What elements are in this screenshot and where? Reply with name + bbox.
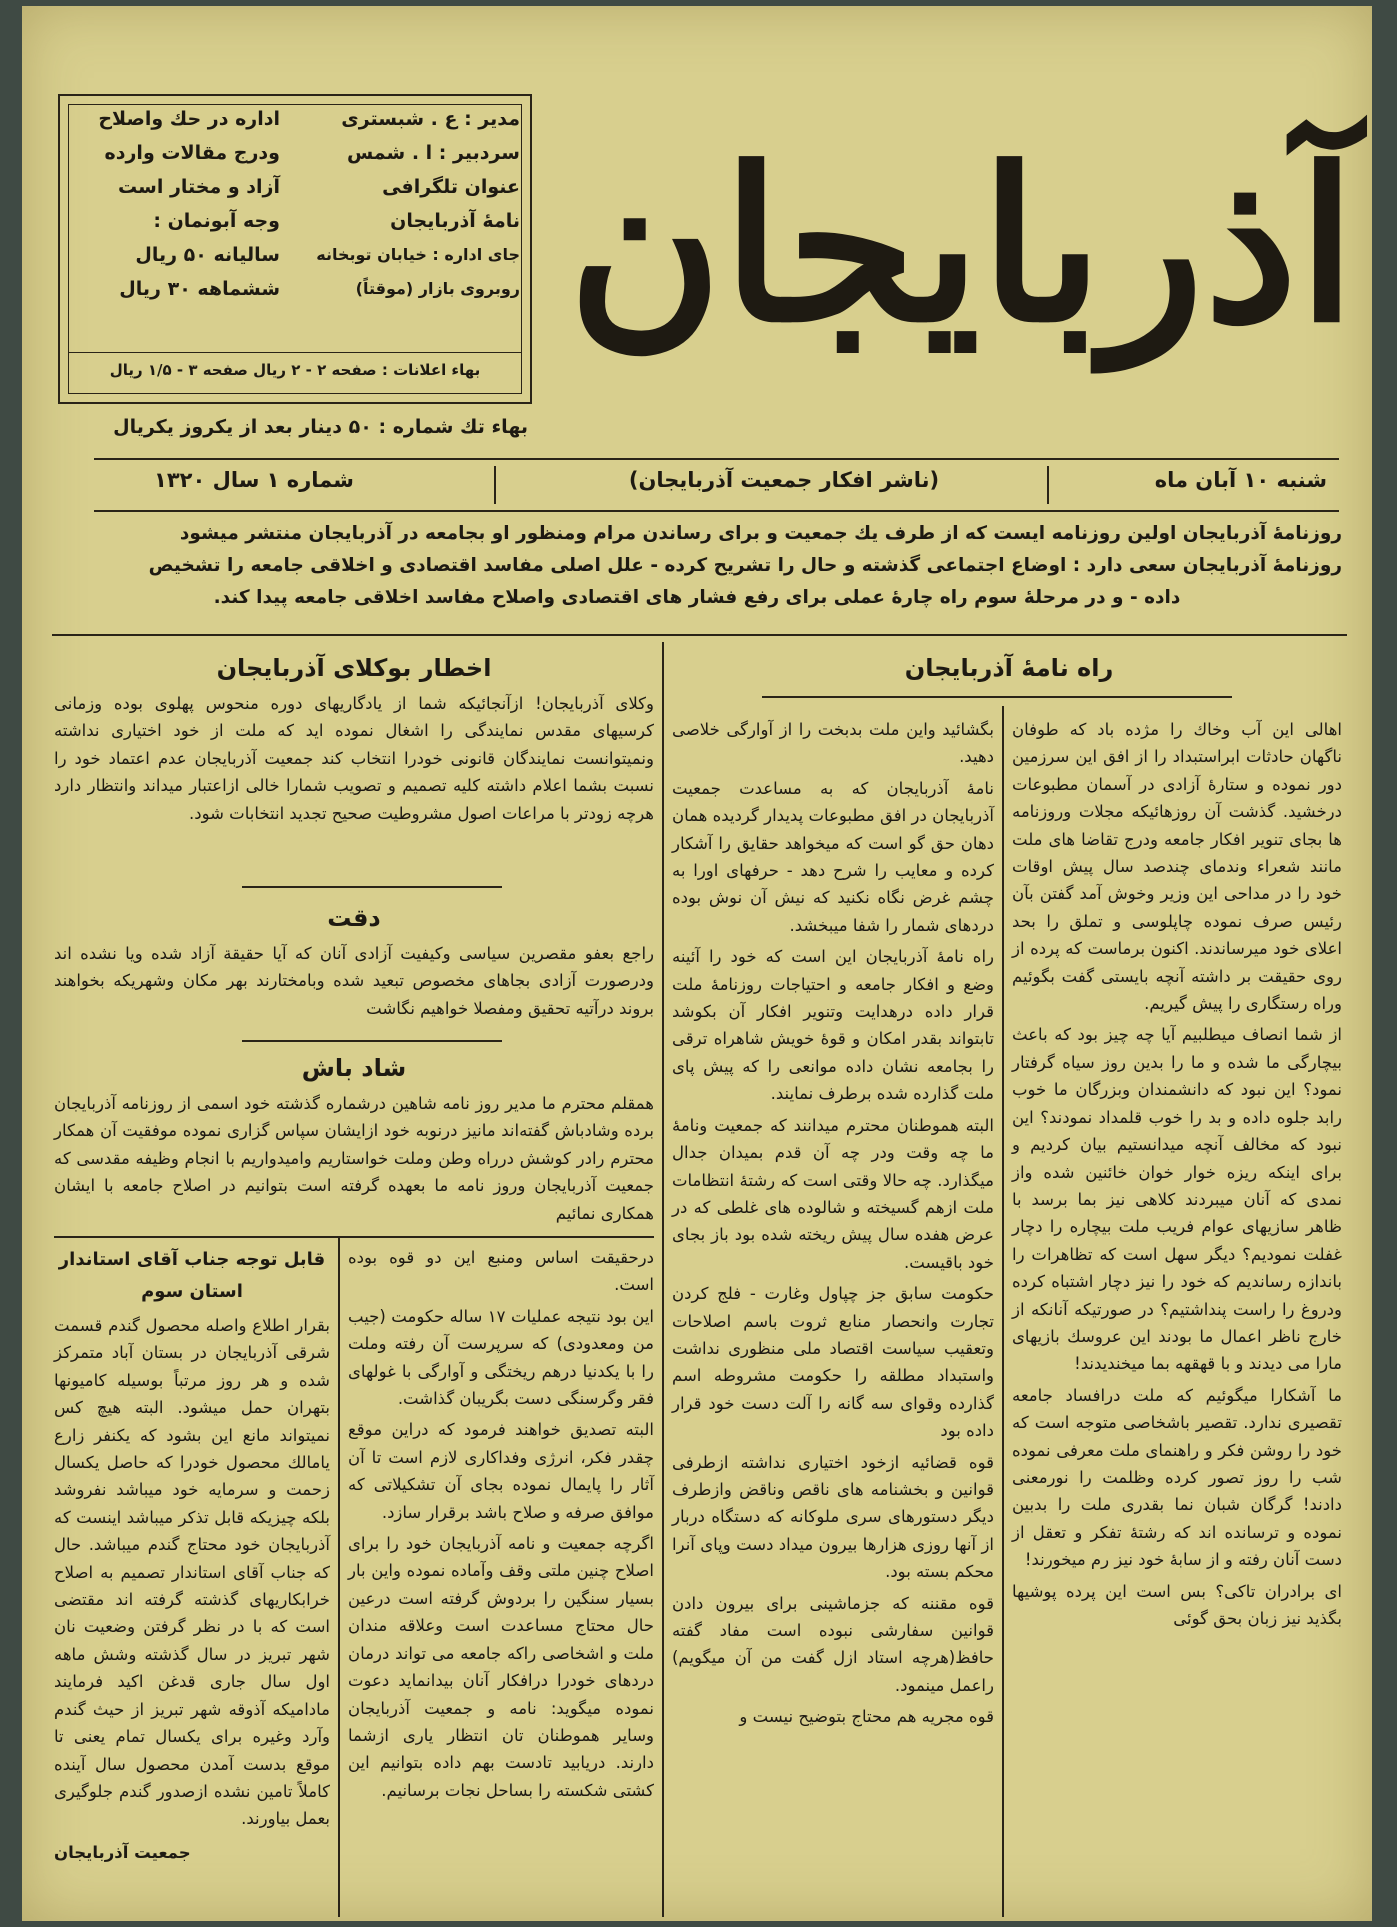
staff-line: مدیر : ع . شبستری xyxy=(341,108,520,130)
info-box xyxy=(58,94,532,404)
article-column-middle xyxy=(672,716,994,1731)
info-bar-divider xyxy=(1047,466,1049,504)
article-ostandar xyxy=(54,1244,330,1866)
paragraph: درحقیقت اساس ومنبع این دو قوه بوده است. xyxy=(348,1248,654,1295)
article-body: راجع بعفو مقصرین سیاسی وکیفیت آزادی آنان که آیا حقیقة آزاد شده ویا نشده اند ودرصورت آزادی بجاهای مخصوص تبعید شده وبامختارند بهر مکان وشهریکه بخواهند بروند درآتیه تحقیق ومفصلا خواهیم نگاشت xyxy=(54,944,654,1018)
paragraph: حکومت سابق جز چپاول وغارت - فلج کردن تجارت وانحصار منابع ثروت باسم اصلاحات وتعقیب سیاست اقتصاد ملی منظوری نداشت واستبداد مطلقه را حکومت مشروطه اسم گذارده وقوای سه گانه را آلت دست خود قرار داده بود xyxy=(672,1284,994,1441)
subscription-info xyxy=(70,102,280,306)
staff-line: نامهٔ آذربایجان xyxy=(390,210,520,232)
masthead-title: آذربایجان xyxy=(568,122,1356,369)
paragraph: البته هموطنان محترم میدانند که جمعیت ونامهٔ ما چه وقت ودر چه آن قدم بمیدان جدال میگذارد. چه حالا وقتی است که رشتهٔ انتظامات ملت ازهم گسیخته و شالوده های غلطی که در عرض هفده سال پیش ریخته شده بود باز بجای خود باقیست. xyxy=(672,1115,994,1272)
article-body: بقرار اطلاع واصله محصول گندم قسمت شرقی آذربایجان در بستان آباد متمرکز شده و هر روز مرتباً بوسیله کامیونها بتهران حمل میشود. البته هیچ کس نمیتواند مانع این بشود که یکنفر زارع یامالك محصول خودرا که حاصل یکسال زحمت و سرمایه خود میباشد نفروشد بلکه چیزیکه قابل تذکر میباشد اینست که آذربایجان خود محتاج گندم میباشد. حال که جناب آقای استاندار تصمیم به اصلاح خرابکاریهای گذشته گرفته اند مقتضی است که با در نظر گرفتن وضعیت نان شهر تبریز در سال گذشته وشش ماهه اول سال جاری قدغن اکید فرمایند مادامیکه آذوقه شهر تبریز از حیث گندم وآرد وغیره برای یکسال تمام یعنی تا موقع بدست آمدن محصول سال آینده کاملاً تامین نشده ازصدور گندم جلوگیری بعمل بیاورند. xyxy=(54,1316,330,1829)
paragraph: اهالی این آب وخاك را مژده باد که طوفان ناگهان حادثات ابراستبداد را از افق این سرزمین دور نموده و ستارهٔ آزادی در آسمان مطبوعات درخشید. گذشت آن روزهائیکه مجلات وروزنامه ها بجای تنویر افکار جامعه ودرج تقاضا های ملت مانند شعراء وندمای چندصد سال پیش اوقات خود را در مداحی این وزیر وخوش آمد گفتن بآن رئیس صرف نموده چاپلوسی و تملق را بحد اعلای خود میرساندند. اکنون برماست که پرده از روی حقیقت بر داشته آنچه بایستی گفت بگوئیم وراه رستگاری را پیش گیریم. xyxy=(1012,720,1342,1014)
ad-rates: بهاء اعلانات : صفحه ۲ - ۲ ریال صفحه ۳ - ۱/۵ ریال xyxy=(68,352,522,387)
newspaper-page xyxy=(22,6,1372,1921)
section-divider xyxy=(52,634,1347,636)
staff-line: جای اداره : خیابان توبخانه xyxy=(316,245,520,264)
article-title: راه نامهٔ آذربایجان xyxy=(904,654,1114,682)
column-divider xyxy=(1002,706,1004,1917)
paragraph: نامهٔ آذربایجان که به مساعدت جمعیت آذربایجان در افق مطبوعات پدیدار گردیده همان دهان حق گو است که میخواهد حقایق را آشکار کرده و معایب را شرح دهد - حرفهای اورا به چشم غرض نگاه نکنید که نیش آن نوش بوده دردهای شمار را شفا میبخشد. xyxy=(672,778,994,935)
column-divider xyxy=(662,642,664,1917)
article-body: وکلای آذربایجان! ازآنجائیکه شما از یادگاریهای دوره منحوس پهلوی بوده وزمانی کرسیهای مقدس نمایندگی را اشغال نموده اید که ملت از خود اختیاری نداشته ونمیتوانست نمایندگان قانونی خودرا انتخاب کند جمعیت آذربایجان عدم اعتماد خود را نسبت بشما اعلام داشته کلیه تصمیم و تصویب شمارا خالی ازاعتبار میداند وانتظار دارد هرچه زودتر با مراعات اصول مشروطیت صحیح تجدید انتخابات شود. xyxy=(54,694,654,823)
article-title: شاد باش xyxy=(301,1054,407,1082)
policy-line: ودرج مقالات وارده xyxy=(104,142,280,164)
intro-line: روزنامهٔ آذربایجان سعی دارد : اوضاع اجتماعی گذشته و حال را تشریح کرده - علل اصلی مفاسد اقتصادی و اخلاقی جامعه را تشخیص xyxy=(148,555,1342,576)
paragraph: ما آشکارا میگوئیم که ملت درافساد جامعه تقصیری ندارد. تقصیر باشخاصی متوجه است که خود را روشن فکر و راهنمای ملت معرفی نموده شب را روز تصور کرده وظلمت را نورمعنی دادند! گرگان شبان نما بقدری ملت را بدبین نموده و ترسانده اند که رشتهٔ تفکر و تعقل از دست آنان رفته و از سابهٔ خود نیز رم میخورند! xyxy=(1012,1385,1342,1570)
subscription-line: ششماهه ۳۰ ریال xyxy=(119,278,280,300)
paragraph: بگشائید واین ملت بدبخت را از آوارگی خلاصی دهید. xyxy=(672,720,994,767)
title-underline xyxy=(762,696,1232,698)
article-title: اخطار بوکلای آذربایجان xyxy=(216,654,492,682)
publication-motto: (ناشر افکار جمعیت آذربایجان) xyxy=(628,468,940,492)
intro-line: روزنامهٔ آذربایجان اولین روزنامه ایست که از طرف یك جمعیت و برای رساندن مرام ومنظور او بجامعه در آذربایجان منتشر میشود xyxy=(179,523,1342,544)
paragraph: البته تصدیق خواهند فرمود که دراین موقع چقدر فکر، انرژی وفداکاری لازم است تا آن آثار را پایمال نموده بجای آن تشکیلاتی که موافق صرفه و صلاح باشد برقرار سازد. xyxy=(348,1420,654,1522)
paragraph: از شما انصاف میطلبیم آیا چه چیز بود که باعث بیچارگی ما شده و ما را بدین روز سیاه گرفتار نمود؟ این نبود که دانشمندان وبزرگان ما خوب رابد جلوه داده و بد را خوب قلمداد نمودند؟ این نبود که مخالف آنچه میدانستیم بیان کردیم و برای اینکه ریزه خوار خوان خائنین شده واز نمدی که آنان میبردند کلاهی نیز بما برسد با ظاهر سازیهای عوام فریب ملت بیچاره را دچار غفلت نمودیم؟ دیگر سهل است که تظاهرات را باندازه رساندیم که خود را نیز دچار اشتباه کرده ودروغ را راست پنداشتیم؟ در صورتیکه آنانکه از خارج ناظر اعمال ما بودند این عروسك بازیهای مارا می دیدند و با قهقهه بما میخندیدند! xyxy=(1012,1025,1342,1374)
column-divider xyxy=(338,1238,340,1917)
article-ekhtar xyxy=(54,646,654,827)
article-shad-bash xyxy=(54,1046,654,1227)
subscription-line: سالیانه ۵۰ ریال xyxy=(135,244,280,266)
article-title: دقت xyxy=(327,904,381,932)
article-deghat xyxy=(54,896,654,1022)
section-divider xyxy=(242,1040,502,1042)
staff-line: عنوان تلگرافی xyxy=(382,176,520,198)
paragraph: قوه مقننه که جزماشینی برای بیرون دادن قوانین سفارشی نبوده است مفاد گفته حافظ(هرچه استاد ازل گفت من آن میگویم) راعمل مینمود. xyxy=(672,1593,994,1695)
paragraph: این بود نتیجه عملیات ۱۷ ساله حکومت (جیب من ومعدودی) که سرپرست آن رفته وملت را با یکدنیا درهم ریختگی و آوارگی با غولهای فقر وگرسنگی دست بگریبان گذاشت. xyxy=(348,1306,654,1409)
article-subtitle: استان سوم xyxy=(141,1281,243,1302)
info-bar-divider xyxy=(494,466,496,504)
issue-date: شنبه ۱۰ آبان ماه xyxy=(1154,468,1327,492)
article-continuation xyxy=(348,1244,654,1804)
subscription-line: وجه آبونمان : xyxy=(153,210,280,232)
article-signature: جمعیت آذربایجان xyxy=(54,1842,191,1862)
article-title: قابل توجه جناب آقای استاندار xyxy=(58,1249,326,1270)
section-divider xyxy=(54,1236,654,1238)
staff-line: سردبیر : ا . شمس xyxy=(346,142,520,164)
paragraph: قوه قضائیه ازخود اختیاری نداشته ازطرفی قوانین و بخشنامه های ناقص وناقض وازطرف دیگر دستورهای سری ملوکانه که دستگاه دربار از آنها روزی هزارها بیرون میداد دست وپای آنرا محکم بسته بود. xyxy=(672,1452,994,1582)
article-rah-nameh xyxy=(674,646,1344,690)
intro-paragraph xyxy=(52,518,1342,614)
article-column-right xyxy=(1012,716,1342,1632)
staff-info xyxy=(300,102,520,306)
paragraph: قوه مجریه هم محتاج بتوضیح نیست و xyxy=(739,1707,994,1727)
paragraph: اگرچه جمعیت و نامه آذربایجان خود را برای اصلاح چنین ملتی وقف وآماده نموده واین بار بسیار سنگین را بردوش گرفته است درعین حال محتاج مساعدت است وعلاقه مندان ملت و اشخاصی راکه جامعه می تواند درمان دردهای خودرا درافکار آنان بیدانماید دعوت نموده میگوید: نامه و جمعیت آذربایجان وسایر هموطنان تان انتظار یاری ازشما دارند. دریابید تادست بهم داده بتوانیم این کشتی شکسته را بساحل نجات برسانیم. xyxy=(348,1534,654,1800)
intro-line: داده - و در مرحلهٔ سوم راه چارهٔ عملی برای رفع فشار های اقتصادی واصلاح مفاسد اخلاقی جامعه پیدا کند. xyxy=(213,587,1181,608)
article-body: همقلم محترم ما مدیر روز نامه شاهین درشماره گذشته خود اسمی از روزنامه آذربایجان برده وشادباش گفته‌اند مانیز درنوبه خود ازایشان سپاس گزاری نموده موفقیت آن همکار محترم رادر کوشش درراه وطن وملت خواستاریم وامیدواریم با انجام وظیفه مقدسی که جمعیت آذربایجان وروز نامه ما بعهده گرفته است بتوانیم در اصلاح جامعه با ایشان همکاری نمائیم xyxy=(54,1094,654,1223)
policy-line: آزاد و مختار است xyxy=(118,176,280,198)
policy-line: اداره در حك واصلاح xyxy=(98,108,280,130)
section-divider xyxy=(242,886,502,888)
paragraph: ای برادران تاکی؟ بس است این پرده پوشیها بگذید نیز زبان بحق گوئی xyxy=(1012,1581,1342,1628)
staff-line: روبروی بازار (موقتاً) xyxy=(355,279,520,298)
issue-price: بهاء تك شماره : ۵۰ دینار بعد از یکروز یکریال xyxy=(113,416,528,438)
paragraph: راه نامهٔ آذربایجان این است که خود را آئینه وضع و افکار جامعه و احتیاجات روزنامهٔ ملت قرار داده درهدایت وتنویر افکار آن بکوشد تابتواند بقدر امکان و قوهٔ خویش شاهراه ترقی را بجامعه نشان داده موانعی را که پیش پای ملت گذارده شده برطرف نمایند. xyxy=(672,947,994,1104)
issue-number: شماره ۱ سال ۱۳۲۰ xyxy=(154,468,354,492)
info-bar xyxy=(94,458,1339,512)
